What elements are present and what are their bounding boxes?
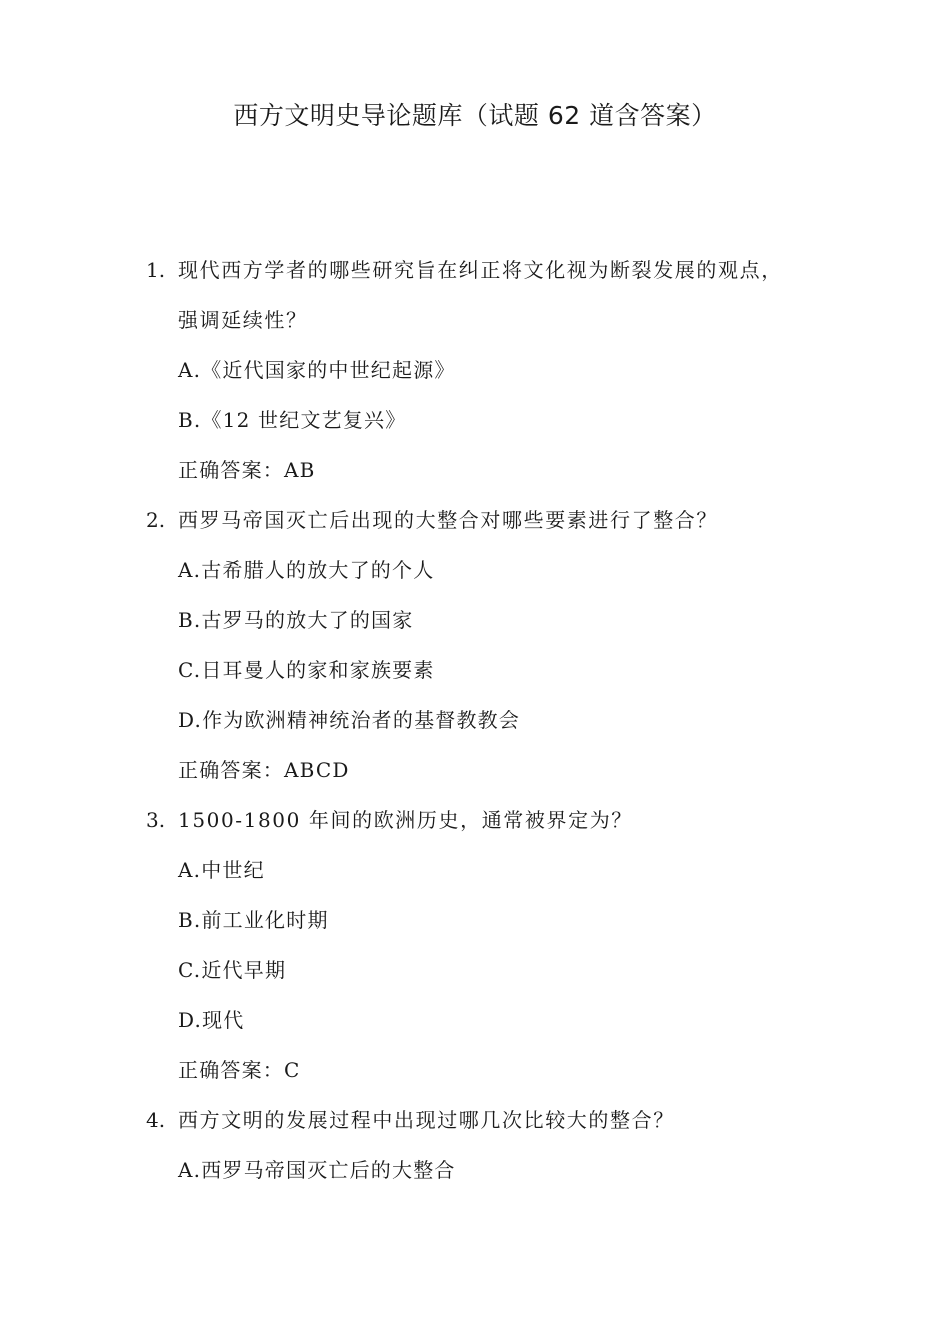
option-d — [0, 695, 950, 745]
option-a — [0, 345, 950, 395]
question-1 — [0, 245, 950, 495]
correct-answer — [0, 445, 950, 495]
option-d — [0, 995, 950, 1045]
question-stem-line — [0, 295, 950, 345]
answer-text: 正确答案：AB — [178, 458, 316, 482]
question-text: 强调延续性？ — [178, 308, 308, 332]
correct-answer — [0, 1045, 950, 1095]
question-stem-line — [0, 495, 950, 545]
question-text: 西罗马帝国灭亡后出现的大整合对哪些要素进行了整合？ — [178, 508, 718, 532]
question-text: 1500-1800 年间的欧洲历史，通常被界定为？ — [178, 808, 633, 832]
question-text: 现代西方学者的哪些研究旨在纠正将文化视为断裂发展的观点， — [178, 258, 783, 282]
option-c — [0, 645, 950, 695]
question-number: 3. — [146, 808, 166, 832]
option-a — [0, 1145, 950, 1195]
question-3 — [0, 795, 950, 1095]
option-text: B.前工业化时期 — [178, 908, 329, 932]
option-text: B.《12 世纪文艺复兴》 — [178, 408, 407, 432]
option-a — [0, 845, 950, 895]
answer-text: 正确答案：C — [178, 1058, 301, 1082]
document-title: 西方文明史导论题库（试题 62 道含答案） — [233, 101, 717, 130]
question-number: 4. — [146, 1108, 166, 1132]
question-text: 西方文明的发展过程中出现过哪几次比较大的整合？ — [178, 1108, 675, 1132]
option-text: B.古罗马的放大了的国家 — [178, 608, 414, 632]
correct-answer — [0, 745, 950, 795]
question-stem-line — [0, 795, 950, 845]
question-list — [0, 245, 950, 1195]
option-text: A.《近代国家的中世纪起源》 — [178, 358, 456, 382]
question-stem-line — [0, 245, 950, 295]
question-4 — [0, 1095, 950, 1195]
option-text: A.古希腊人的放大了的个人 — [178, 558, 435, 582]
option-c — [0, 945, 950, 995]
option-b — [0, 595, 950, 645]
option-text: C.日耳曼人的家和家族要素 — [178, 658, 435, 682]
question-number: 1. — [146, 258, 166, 282]
question-number: 2. — [146, 508, 166, 532]
option-text: D.作为欧洲精神统治者的基督教教会 — [178, 708, 521, 732]
option-text: D.现代 — [178, 1008, 245, 1032]
question-2 — [0, 495, 950, 795]
option-text: A.西罗马帝国灭亡后的大整合 — [178, 1158, 456, 1182]
answer-text: 正确答案：ABCD — [178, 758, 350, 782]
question-stem-line — [0, 1095, 950, 1145]
option-b — [0, 895, 950, 945]
option-a — [0, 545, 950, 595]
option-text: A.中世纪 — [178, 858, 265, 882]
option-text: C.近代早期 — [178, 958, 287, 982]
option-b — [0, 395, 950, 445]
